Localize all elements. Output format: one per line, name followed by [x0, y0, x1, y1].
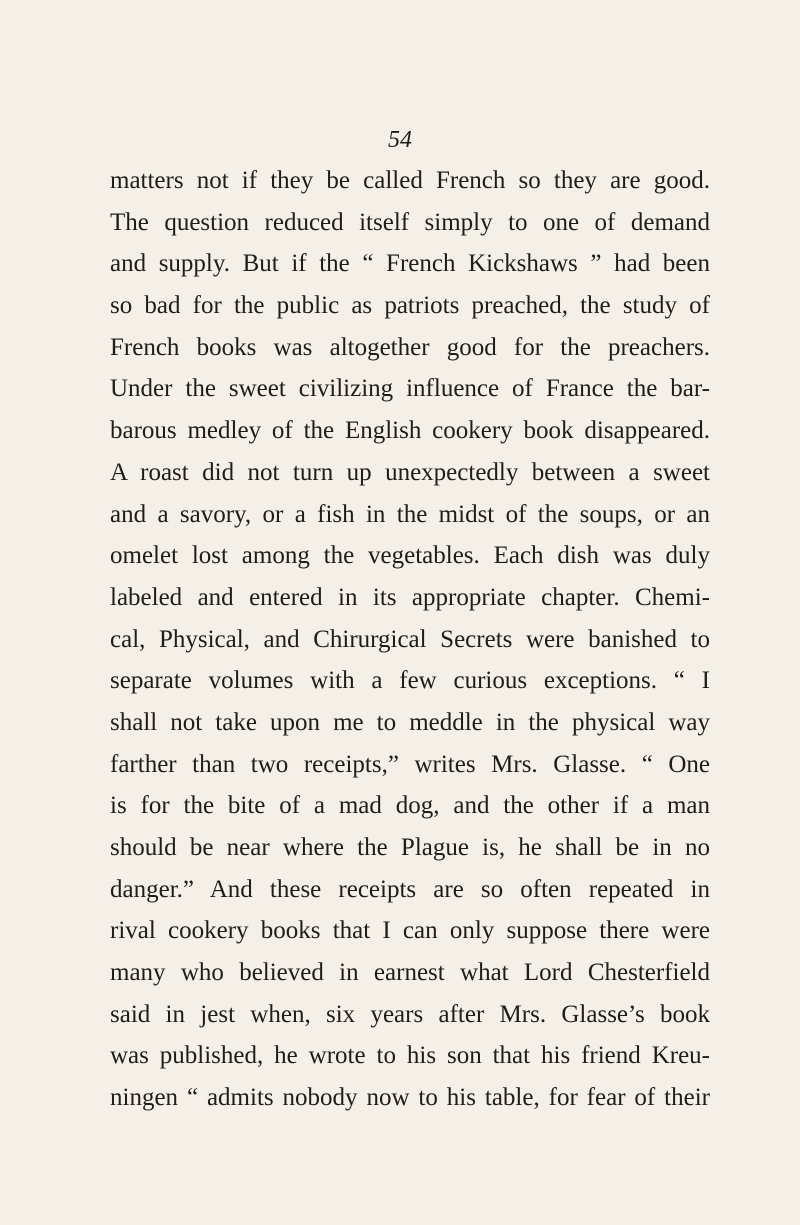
- text-line: rival cookery books that I can only suppose there were: [110, 917, 710, 945]
- text-line: barous medley of the English cookery book disappeared.: [110, 417, 710, 445]
- text-line: so bad for the public as patriots preached, the study of: [110, 292, 710, 320]
- text-line: ningen “ admits nobody now to his table, for fear of their: [110, 1084, 710, 1112]
- text-line: is for the bite of a mad dog, and the other if a man: [110, 792, 710, 820]
- text-line: labeled and entered in its appropriate chapter. Chemi-: [110, 583, 710, 611]
- body-text: [110, 160, 710, 1119]
- text-line: matters not if they be called French so they are good.: [110, 167, 710, 194]
- text-line: said in jest when, six years after Mrs. Glasse’s book: [110, 1000, 710, 1028]
- text-line: and supply. But if the “ French Kickshaws ” had been: [110, 250, 710, 278]
- page-number: 54: [388, 127, 412, 153]
- text-line: many who believed in earnest what Lord Chesterfield: [110, 959, 710, 987]
- text-line: and a savory, or a fish in the midst of the soups, or an: [110, 500, 710, 528]
- text-line: separate volumes with a few curious exceptions. “ I: [110, 667, 710, 695]
- text-line: Under the sweet civilizing influence of France the bar-: [110, 375, 710, 403]
- text-line: A roast did not turn up unexpectedly between a sweet: [110, 458, 710, 486]
- text-line: omelet lost among the vegetables. Each dish was duly: [110, 542, 710, 570]
- text-line: farther than two receipts,” writes Mrs. Glasse. “ One: [110, 750, 710, 778]
- text-line: French books was altogether good for the preachers.: [110, 333, 710, 361]
- text-line: was published, he wrote to his son that his friend Kreu-: [110, 1042, 710, 1070]
- text-line: should be near where the Plague is, he shall be in no: [110, 834, 710, 861]
- text-line: shall not take upon me to meddle in the physical way: [110, 708, 710, 736]
- text-line: danger.” And these receipts are so often repeated in: [110, 875, 710, 903]
- text-line: The question reduced itself simply to one of demand: [110, 208, 710, 236]
- text-line: cal, Physical, and Chirurgical Secrets were banished to: [110, 625, 710, 653]
